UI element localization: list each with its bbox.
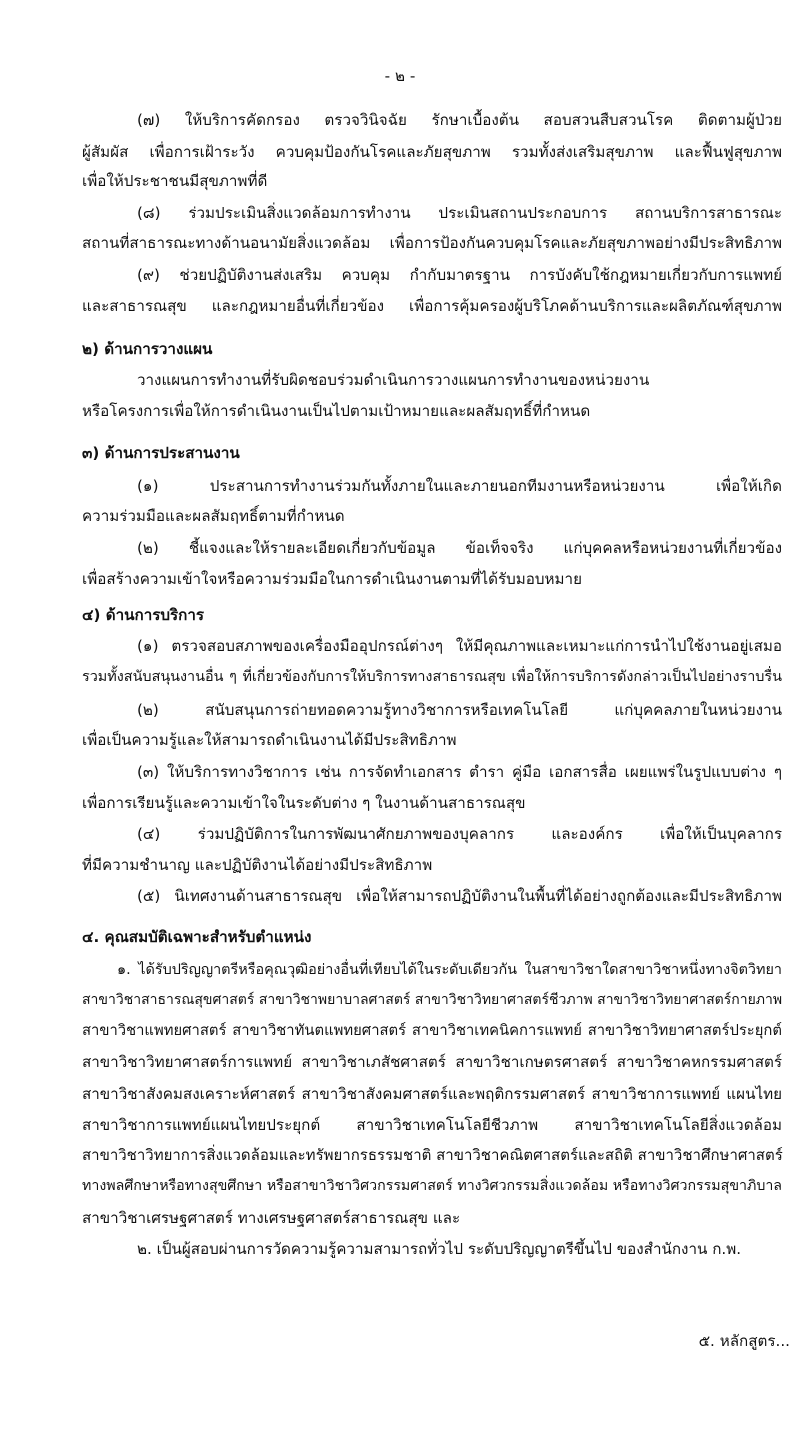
paragraph-line: เพื่อสร้างความเข้าใจหรือความร่วมมือในการดำเนินงานตามที่ได้รับมอบหมาย: [82, 570, 582, 588]
paragraph-line: ความร่วมมือและผลสัมฤทธิ์ตามที่กำหนด: [82, 507, 345, 525]
paragraph-line: สาขาวิชาการแพทย์แผนไทยประยุกต์ สาขาวิชาเทคโนโลยีชีวภาพ สาขาวิชาเทคโนโลยีสิ่งแวดล้อม: [82, 1116, 782, 1134]
paragraph-line: (๑) ตรวจสอบสภาพของเครื่องมืออุปกรณ์ต่างๆ ให้มีคุณภาพและเหมาะแก่การนำไปใช้งานอยู่เสมอ: [137, 637, 782, 655]
paragraph-line: และสาธารณสุข และกฎหมายอื่นที่เกี่ยวข้อง เพื่อการคุ้มครองผู้บริโภคด้านบริการและผลิตภัณฑ์สุขภาพ: [82, 297, 782, 315]
paragraph-line: รวมทั้งสนับสนุนงานอื่น ๆ ที่เกี่ยวข้องกับการให้บริการทางสาธารณสุข เพื่อให้การบริการดังกล่าวเป็นไปอย่างราบรื่น: [82, 669, 782, 685]
paragraph-line: (๑) ประสานการทำงานร่วมกันทั้งภายในและภายนอกทีมงานหรือหน่วยงาน เพื่อให้เกิด: [137, 477, 782, 495]
paragraph-line: (๘) ร่วมประเมินสิ่งแวดล้อมการทำงาน ประเมินสถานประกอบการ สถานบริการสาธารณะ: [137, 204, 782, 222]
paragraph-line: (๕) นิเทศงานด้านสาธารณสุข เพื่อให้สามารถปฏิบัติงานในพื้นที่ได้อย่างถูกต้องและมีประสิทธิภาพ: [137, 887, 782, 905]
paragraph-line: ทางพลศึกษาหรือทางสุขศึกษา หรือสาขาวิชาวิศวกรรมศาสตร์ ทางวิศวกรรมสิ่งแวดล้อม หรือทางวิศวกรรมสุขาภิบาล: [82, 1178, 782, 1194]
next-page-reference: ๕. หลักสูตร...: [698, 1332, 790, 1350]
paragraph-line: (๙) ช่วยปฏิบัติงานส่งเสริม ควบคุม กำกับมาตรฐาน การบังคับใช้กฎหมายเกี่ยวกับการแพทย์: [137, 266, 782, 284]
paragraph-line: ที่มีความชำนาญ และปฏิบัติงานได้อย่างมีประสิทธิภาพ: [82, 856, 433, 874]
paragraph-line: ผู้สัมผัส เพื่อการเฝ้าระวัง ควบคุมป้องกันโรคและภัยสุขภาพ รวมทั้งส่งเสริมสุขภาพ และฟื้นฟูสุขภาพ: [82, 143, 782, 161]
section-heading: ๓) ด้านการประสานงาน: [82, 444, 240, 462]
paragraph-line: (๓) ให้บริการทางวิชาการ เช่น การจัดทำเอกสาร ตำรา คู่มือ เอกสารสื่อ เผยแพร่ในรูปแบบต่าง ๆ: [137, 763, 782, 781]
paragraph-line: (๗) ให้บริการคัดกรอง ตรวจวินิจฉัย รักษาเบื้องต้น สอบสวนสืบสวนโรค ติดตามผู้ป่วย: [137, 111, 782, 129]
paragraph-line: สาขาวิชาเศรษฐศาสตร์ ทางเศรษฐศาสตร์สาธารณสุข และ: [82, 1209, 461, 1227]
paragraph-line: ๒. เป็นผู้สอบผ่านการวัดความรู้ความสามารถทั่วไป ระดับปริญญาตรีขึ้นไป ของสำนักงาน ก.พ.: [137, 1240, 742, 1258]
paragraph-line: สาขาวิชาวิทยาศาสตร์การแพทย์ สาขาวิชาเภสัชศาสตร์ สาขาวิชาเกษตรศาสตร์ สาขาวิชาคหกรรมศาสตร์: [82, 1053, 782, 1071]
paragraph-line: สาขาวิชาสาธารณสุขศาสตร์ สาขาวิชาพยาบาลศาสตร์ สาขาวิชาวิทยาศาสตร์ชีวภาพ สาขาวิชาวิทยาศาสตร์กายภาพ: [82, 992, 783, 1008]
page-number: - ๒ -: [384, 67, 416, 85]
paragraph-line: วางแผนการทำงานที่รับผิดชอบร่วมดำเนินการวางแผนการทำงานของหน่วยงาน: [137, 371, 650, 389]
paragraph-line: ๑. ได้รับปริญญาตรีหรือคุณวุฒิอย่างอื่นที่เทียบได้ในระดับเดียวกัน ในสาขาวิชาใดสาขาวิชาหนึ่งทางจิตวิทยา: [117, 962, 782, 978]
paragraph-line: สาขาวิชาสังคมสงเคราะห์ศาสตร์ สาขาวิชาสังคมศาสตร์และพฤติกรรมศาสตร์ สาขาวิชาการแพทย์ แผนไทย: [82, 1085, 782, 1103]
section-heading: ๔. คุณสมบัติเฉพาะสำหรับตำแหน่ง: [82, 928, 312, 946]
paragraph-line: (๒) ชี้แจงและให้รายละเอียดเกี่ยวกับข้อมูล ข้อเท็จจริง แก่บุคคลหรือหน่วยงานที่เกี่ยวข้อง: [137, 539, 782, 557]
paragraph-line: เพื่อให้ประชาชนมีสุขภาพที่ดี: [82, 172, 268, 190]
paragraph-line: สาขาวิชาแพทยศาสตร์ สาขาวิชาทันตแพทยศาสตร์ สาขาวิชาเทคนิคการแพทย์ สาขาวิชาวิทยาศาสตร์ประยุกต์: [82, 1022, 782, 1039]
paragraph-line: (๒) สนับสนุนการถ่ายทอดความรู้ทางวิชาการหรือเทคโนโลยี แก่บุคคลภายในหน่วยงาน: [137, 701, 782, 719]
paragraph-line: (๔) ร่วมปฏิบัติการในการพัฒนาศักยภาพของบุคลากร และองค์กร เพื่อให้เป็นบุคลากร: [137, 825, 782, 843]
paragraph-line: เพื่อการเรียนรู้และความเข้าใจในระดับต่าง ๆ ในงานด้านสาธารณสุข: [82, 794, 526, 812]
paragraph-line: หรือโครงการเพื่อให้การดำเนินงานเป็นไปตามเป้าหมายและผลสัมฤทธิ์ที่กำหนด: [82, 402, 591, 420]
paragraph-line: สถานที่สาธารณะทางด้านอนามัยสิ่งแวดล้อม เพื่อการป้องกันควบคุมโรคและภัยสุขภาพอย่างมีประสิทธิภาพ: [82, 234, 782, 252]
paragraph-line: เพื่อเป็นความรู้และให้สามารถดำเนินงานได้มีประสิทธิภาพ: [82, 731, 457, 749]
section-heading: ๒) ด้านการวางแผน: [82, 340, 213, 358]
section-heading: ๔) ด้านการบริการ: [82, 606, 205, 624]
paragraph-line: สาขาวิชาวิทยาการสิ่งแวดล้อมและทรัพยากรธรรมชาติ สาขาวิชาคณิตศาสตร์และสถิติ สาขาวิชาศึกษาศาสตร์: [82, 1146, 783, 1164]
